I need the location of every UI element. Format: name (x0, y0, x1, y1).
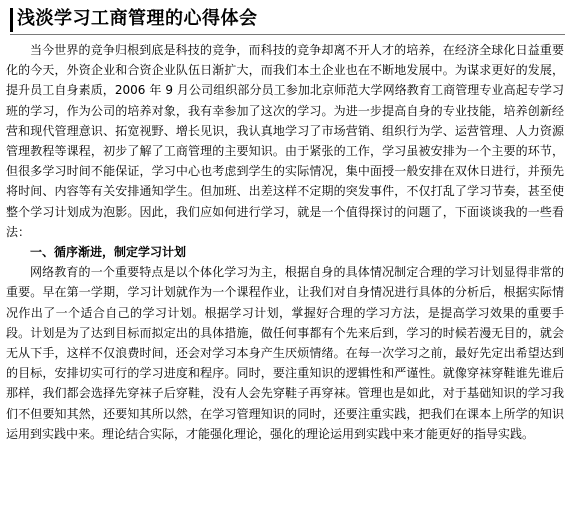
article-title: 浅淡学习工商管理的心得体会 (17, 8, 258, 29)
title-accent-bar (10, 8, 13, 32)
paragraph-plan: 网络教育的一个重要特点是以个体化学习为主，根据自身的具体情况制定合理的学习计划显得非常的重要。早在第一学期，学习计划就作为一个课程作业，让我们对自身情况进行具体的分析后，根据实际情况作出了一个适合自己的学习计划。根据学习计划，掌握好合理的学习方法，是提高学习效果的重要手段。计划是为了达到目标而拟定出的具体措施，做任何事都有个先来后到，学习的时候若漫无目的，就会无从下手，这样不仅浪费时间，还会对学习本身产生厌烦情绪。在每一次学习之前，最好先定出希望达到的目标，安排切实可行的学习进度和程序。同时，要注重知识的逻辑性和严谨性。就像穿袜穿鞋谁先谁后那样，我们都会选择先穿袜子后穿鞋，没有人会先穿鞋子再穿袜。管理也是如此，对于基础知识的学习我们不但要知其然，还要知其所以然，在学习管理知识的同时，还要注重实践，把我们在课本上所学的知识运用到实践中来。理论结合实际，才能强化理论，强化的理论运用到实践中来才能更好的指导实践。 (6, 265, 564, 441)
section-heading: 一、循序渐进，制定学习计划 (30, 245, 187, 260)
paragraph-intro: 当今世界的竞争归根到底是科技的竞争，而科技的竞争却离不开人才的培养，在经济全球化日益重要化的今天，外资企业和合资企业队伍日渐扩大，而我们本土企业也在不断地发展中。为谋求更好的发展，提升员工自身素质，2006 年 9 月公司组织部分员工参加北京师范大学网络教育工商管理专业高起专学习班的学习，作为公司的培养对象，我有幸参加了这次的学习。为进一步提高自身的专业技能，培养创新经营和现代管理意识、拓宽视野、增长见识，我认真地学习了市场营销、组织行为学、运营管理、人力资源管理教程等课程，初步了解了工商管理的主要知识。由于紧张的工作，学习虽被安排为一个主要的环节，但很多学习时间不能保证，学习中心也考虑到学生的实际情况，集中面授一般安排在双休日进行，并预先将时间、内容等有关安排通知学生。但加班、出差这样不定期的突发事件，不仅打乱了学习节奏，甚至使整个学习计划成为泡影。因此，我们应如何进行学习，就是一个值得探讨的问题了，下面谈谈我的一些看法： (6, 43, 564, 239)
article-body (6, 40, 564, 444)
title-area (10, 6, 565, 35)
